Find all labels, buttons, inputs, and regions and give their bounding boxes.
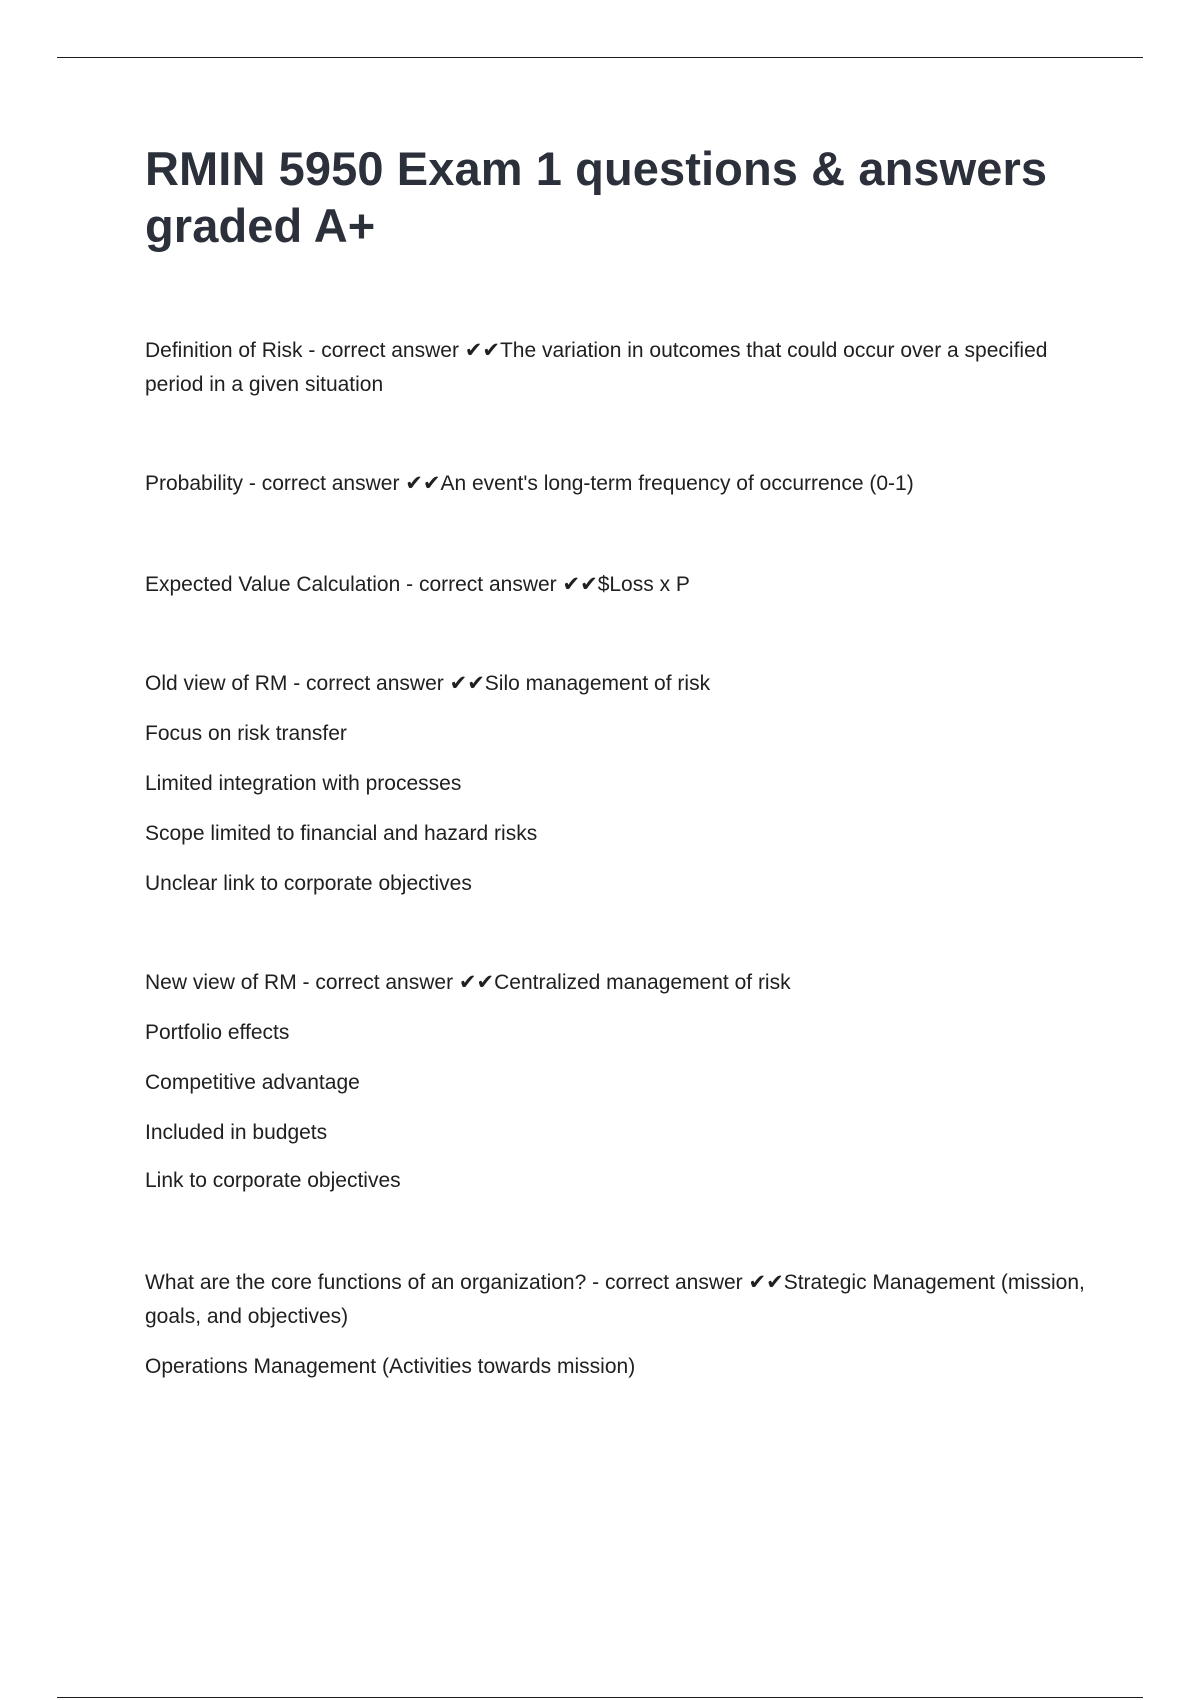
checkmark-icon: ✔✔ xyxy=(449,672,485,695)
question-text: Old view of RM xyxy=(145,672,288,695)
separator-text: - correct answer xyxy=(400,573,563,596)
question-text: Probability xyxy=(145,472,244,495)
checkmark-icon: ✔✔ xyxy=(748,1271,784,1294)
answer-line: Scope limited to financial and hazard risks xyxy=(145,822,538,845)
answer-text: Centralized management of risk xyxy=(494,971,791,994)
question-text: What are the core functions of an organization? xyxy=(145,1271,587,1294)
qa-list xyxy=(145,334,1105,1384)
qa-entry xyxy=(145,1266,1105,1334)
answer-line: Focus on risk transfer xyxy=(145,722,347,745)
qa-entry xyxy=(145,966,1105,1000)
question-text: New view of RM xyxy=(145,971,297,994)
separator-text: - correct answer xyxy=(586,1271,749,1294)
checkmark-icon: ✔✔ xyxy=(458,971,495,994)
separator-text: - correct answer xyxy=(302,339,465,362)
answer-text: The variation in outcomes that could occur over a specified period in a given situation xyxy=(145,339,1048,396)
answer-text: $Loss x P xyxy=(597,573,690,596)
top-rule xyxy=(57,57,1143,58)
answer-line: Included in budgets xyxy=(145,1121,328,1144)
answer-text: An event's long-term frequency of occurrence (0-1) xyxy=(440,472,914,495)
checkmark-icon: ✔✔ xyxy=(405,472,441,495)
answer-line: Competitive advantage xyxy=(145,1071,360,1094)
qa-entry xyxy=(145,334,1105,402)
bottom-rule xyxy=(57,1697,1143,1698)
checkmark-icon: ✔✔ xyxy=(464,339,500,362)
answer-line: Unclear link to corporate objectives xyxy=(145,872,472,895)
answer-text: Strategic Management (mission, goals, and objectives) xyxy=(145,1271,1085,1328)
document-title: RMIN 5950 Exam 1 questions & answers graded A+ xyxy=(145,142,1048,252)
question-text: Definition of Risk xyxy=(145,339,303,362)
separator-text: - correct answer xyxy=(296,971,459,994)
document-page xyxy=(145,140,1105,1384)
question-text: Expected Value Calculation xyxy=(145,573,401,596)
answer-line: Limited integration with processes xyxy=(145,772,462,795)
qa-entry xyxy=(145,667,1105,701)
answer-line: Link to corporate objectives xyxy=(145,1169,401,1192)
separator-text: - correct answer xyxy=(287,672,450,695)
checkmark-icon: ✔✔ xyxy=(562,573,598,596)
qa-entry xyxy=(145,568,1105,602)
answer-line: Portfolio effects xyxy=(145,1021,290,1044)
separator-text: - correct answer xyxy=(243,472,406,495)
answer-line: Operations Management (Activities towards mission) xyxy=(145,1355,636,1378)
qa-entry xyxy=(145,467,1105,501)
answer-text: Silo management of risk xyxy=(484,672,711,695)
